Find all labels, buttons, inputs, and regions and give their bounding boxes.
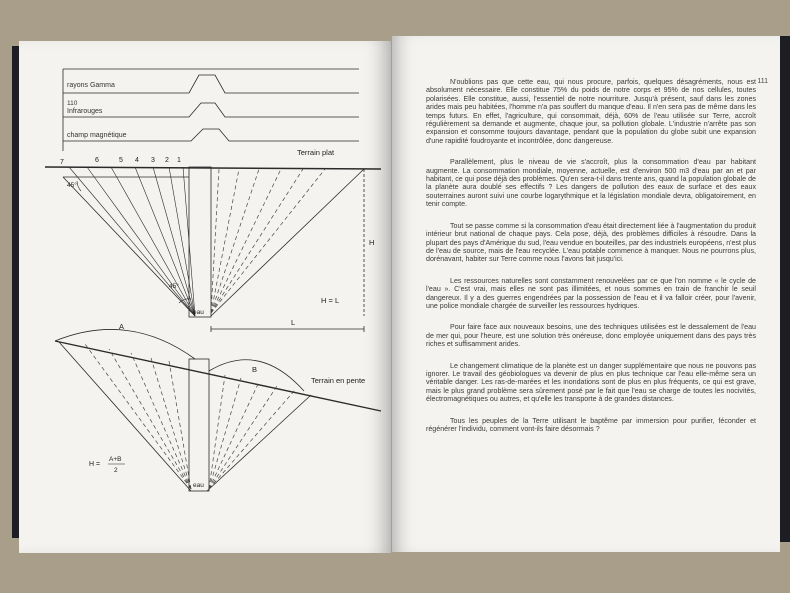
paragraph: Tous les peuples de la Terre utilisant le baptême par immersion pour purifier, féconder et régénérer l'individu, comment vont-ils faire désormais ? — [426, 416, 756, 433]
angle-top-label: 45° — [67, 182, 77, 189]
formula-slope-lhs: H = — [89, 461, 101, 468]
well-bottom — [189, 359, 209, 491]
well-top — [189, 167, 211, 317]
water-diagram — [19, 41, 391, 553]
band-number: 110 — [67, 100, 78, 107]
diagram-title-flat: Terrain plat — [297, 148, 335, 157]
right-page — [392, 36, 780, 552]
number-5: 5 — [119, 157, 123, 164]
number-7: 7 — [60, 159, 64, 166]
paragraph: Parallèlement, plus le niveau de vie s'accroît, plus la consommation d'eau par habitant augmente. La consommation mondiale, moyenne, actuelle, est d'environ 500 m3 d'eau par an et par habitant, ce qui pose déjà des problèmes. Qu'en sera-t-il dans trente ans, quand la population globale de la planète aura doublé ses effectifs ? Les dangers de pollution des eaux de surface et des eaux souterraines auront suivi une courbe logarythmique et la législation mondiale devra, obligatoirement, en tenir compte. — [426, 158, 756, 209]
formula-slope-num: A+B — [109, 456, 122, 463]
well-label-bottom: eau — [193, 482, 204, 489]
number-6: 6 — [95, 157, 99, 164]
left-page — [19, 41, 391, 553]
formula-slope-den: 2 — [114, 467, 118, 474]
paragraph: Le changement climatique de la planète est un danger supplémentaire que nous ne pouvons pas ignorer. Le travail des géobiologues va devenir de plus en plus technique car l'eau elle-même sera un véritable danger. Les ras-de-marées et les inondations sont de plus en plus fréquents, ce qui est grave, mais le plus grand problème sera sûrement posé par le fait que l'eau se charge de toutes les nocivités, électromagnétiques ou autres, et qu'elle les transporte à de grandes distances. — [426, 361, 756, 404]
length-label: L — [291, 318, 296, 327]
number-4: 4 — [135, 157, 139, 164]
paragraph: N'oublions pas que cette eau, qui nous procure, parfois, quelques désagréments, nous est absolument nécessaire. Elle constitue 75% du poids de notre corps et 95% de nos cellules, toutes polarisées. Elle constitue, aussi, l'essentiel de notre nourriture. Jusqu'à présent, sauf dans les zones arides mais peu habitées, l'homme n'a pas souffert du manque d'eau. Il n'en sera pas de même dans les temps futurs. En effet, l'agriculture, qui consommait, déjà, 60% de l'eau utilisée sur Terre, accroît régulièrement sa demande et augmente, chaque jour, sa pollution globale. L'industrie n'arrête pas son expansion et consomme toujours davantage, pendant que la population du globe subit une expansion d'une rapidité foudroyante et incontrôlée, donc dangereuse. — [426, 78, 756, 145]
body-text — [426, 78, 756, 446]
formula-flat: H = L — [321, 296, 340, 305]
band-label-gamma: rayons Gamma — [67, 82, 115, 89]
band-label-magnetic: champ magnétique — [67, 132, 127, 139]
paragraph: Tout se passe comme si la consommation d'eau était directement liée à l'augmentation du produit intérieur brut national de chaque pays. Cela pose, déjà, des problèmes difficiles à résoudre. Dans la plupart des pays d'Amérique du sud, l'eau vendue en bouteilles, par des industriels européens, n'est plus de l'eau de source, mais de l'eau recyclée. L'eau potable commence à manquer. Nous ne pourrons plus, dorénavant, habiter sur Terre comme nous l'avons fait jusqu'ici. — [426, 221, 756, 264]
diagram-title-slope: Terrain en pente — [311, 376, 366, 385]
ground-line — [45, 167, 381, 169]
page-number: 111 — [757, 78, 768, 85]
arc-a-label: A — [119, 322, 125, 331]
number-1: 1 — [177, 157, 181, 164]
paragraph: Les ressources naturelles sont constamment renouvelées par ce que l'on nomme « le cycle de l'eau ». C'est vrai, mais elles ne sont pas illimitées, et nous sommes en train de franchir le seuil dangereux. Il y a des guerres engendrées par la possession de l'eau et il va falloir créer, pour l'avenir, une police mondiale chargée de surveiller les ressources hydriques. — [426, 276, 756, 310]
number-3: 3 — [151, 157, 155, 164]
well-label-top: eau — [193, 309, 204, 316]
band-label-infrared: Infrarouges — [67, 108, 103, 115]
angle-bottom-label: 45° — [169, 283, 179, 290]
dashed-rays-top — [211, 169, 325, 313]
paragraph: Pour faire face aux nouveaux besoins, une des techniques utilisées est le dessalement de l'eau de mer qui, pour l'heure, est une solution très onéreuse, donc employée uniquement dans des pays très riches et suffisamment arides. — [426, 323, 756, 349]
arc-a — [55, 329, 195, 359]
band-line-3 — [63, 103, 359, 117]
arc-b-label: B — [252, 365, 258, 374]
number-2: 2 — [165, 157, 169, 164]
height-label: H — [369, 238, 375, 247]
